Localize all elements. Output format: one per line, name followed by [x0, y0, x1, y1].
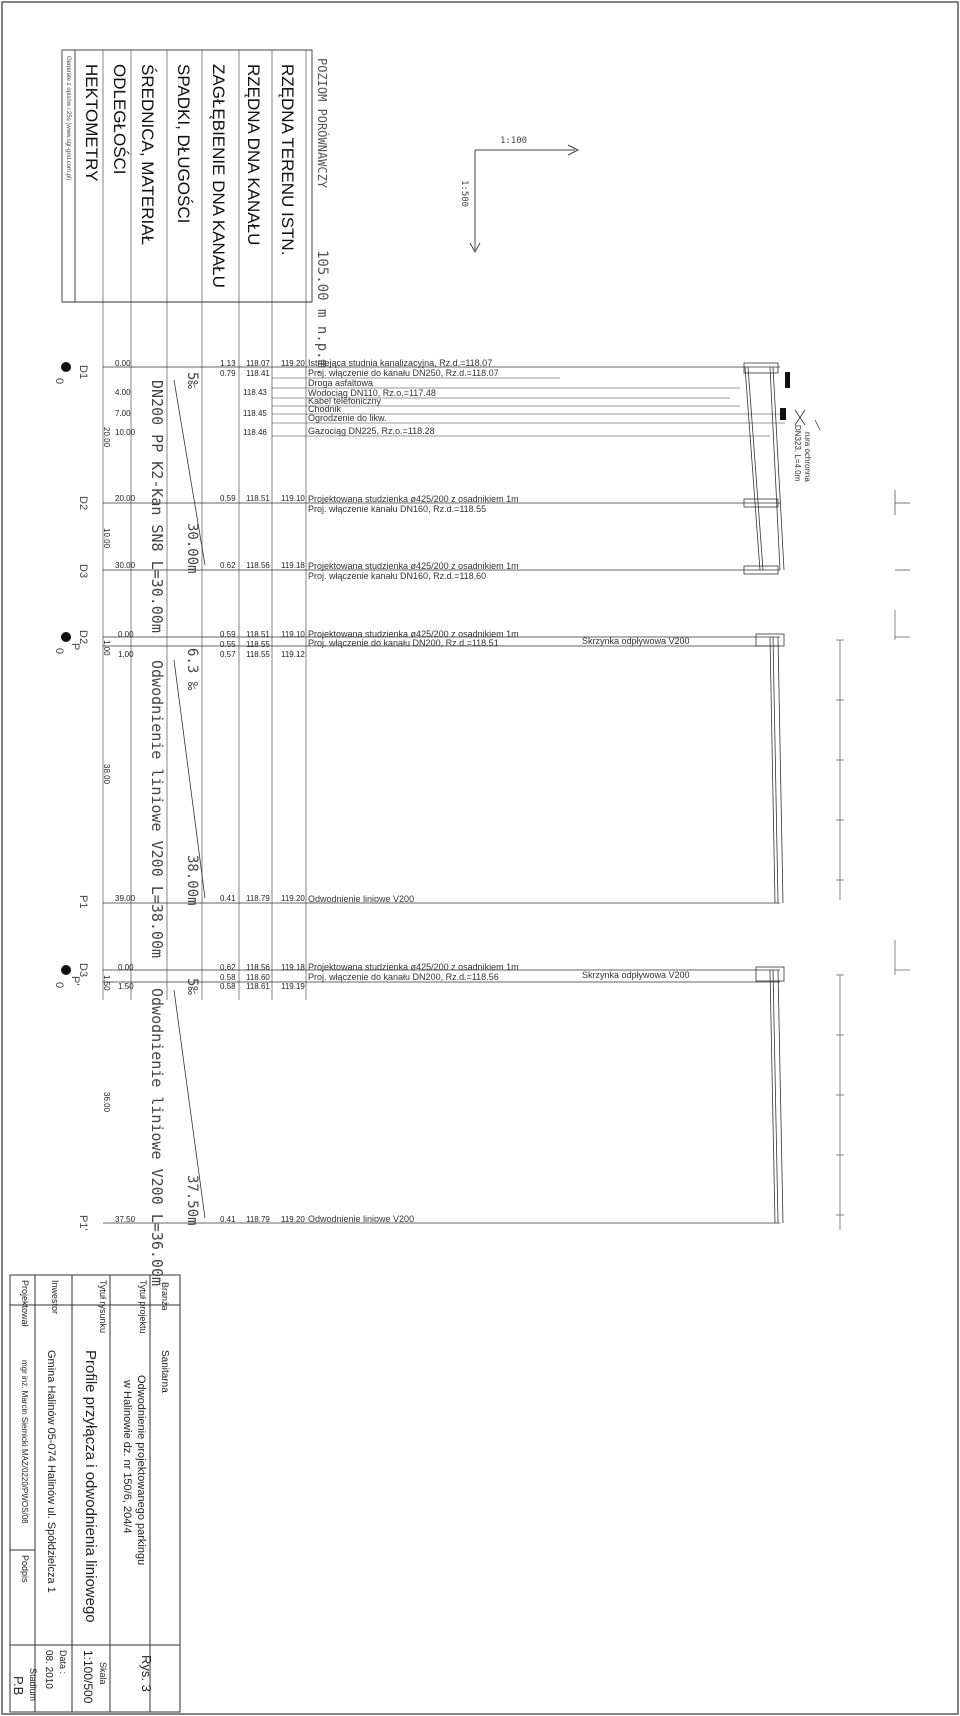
p1-terrain-0: 119.20	[281, 359, 305, 368]
p2-node-marker	[61, 632, 71, 642]
p1-node-d2: D2	[77, 496, 89, 511]
p3-node-p: P'	[69, 976, 81, 986]
tb-stadium: P.B	[11, 1676, 26, 1696]
p1-bottom-2: 118.43	[243, 388, 267, 397]
rura-label: rura ochronna	[803, 432, 812, 482]
p3-pipe: Odwodnienie liniowe V200 L=36.00m	[148, 988, 166, 1287]
p2-note-1: Proj. włączenie do kanału DN200, Rz.d.=118.51	[308, 638, 499, 648]
p1-note-5: Chodnik	[308, 404, 342, 414]
p3-depth-3: 0.41	[220, 1215, 236, 1224]
tb-inwestor: Gmina Halinów 05-074 Halinów ul. Spółdzielcza 1	[45, 1350, 57, 1593]
p1-depth-2: 0.59	[220, 494, 236, 503]
p2-node-d2: D2	[77, 630, 89, 645]
p1-note-8: Projektowana studzienka ø425/200 z osadnikiem 1m	[308, 494, 519, 504]
p1-note-10: Projektowana studzienka ø425/200 z osadnikiem 1m	[308, 561, 519, 571]
p3-depth-0: 0.62	[220, 963, 236, 972]
label-generated: Generate z opisów / 25s (www.sgr-grid.com.pl)	[65, 56, 71, 181]
p3-node-p1: P1'	[77, 1215, 89, 1231]
p1-bottom-6: 118.56	[246, 561, 270, 570]
p1-note-11: Proj. włączenie kanału DN160, Rz.d.=118.60	[308, 571, 487, 581]
label-zaglebienie: ZAGŁĘBIENIE DNA KANAŁU	[209, 64, 228, 288]
p1-bottom-0: 118.07	[246, 359, 270, 368]
p2-bottom-0: 118.51	[246, 630, 270, 639]
p2-depth-2: 0.57	[220, 650, 236, 659]
tb-data: 08. 2010	[43, 1650, 54, 1689]
label-srednica: ŚREDNICA, MATERIAŁ	[138, 64, 157, 246]
p3-node-marker	[61, 965, 71, 975]
p3-note-0: Projektowana studzienka ø425/200 z osadnikiem 1m	[308, 962, 519, 972]
tb-skala: 1:100/500	[81, 1650, 95, 1704]
p1-dist-5: 30.00	[115, 561, 136, 570]
p1-depth-0: 1.13	[220, 359, 236, 368]
scale-horizontal: 1:100	[500, 136, 528, 146]
p3-dist-2: 1.50	[118, 982, 134, 991]
p1-note-1: Proj. włączenie do kanału DN250, Rz.d.=118.07	[308, 368, 499, 378]
p1-terrain-1: 119.10	[281, 494, 305, 503]
tb-tytul-rysunku-label: Tytuł rysunku	[98, 1280, 108, 1334]
p2-depth-1: 0.55	[220, 640, 236, 649]
p1-partial-0: 20.00	[102, 427, 111, 448]
p2-dist-3: 39.00	[115, 894, 136, 903]
p2-partial: 38.00	[102, 764, 111, 785]
tb-projektowal: mgr inż. Marcin Siemicki MAZ/0220/PWOS/08	[20, 1360, 29, 1524]
rura-size: DN323, L=4.0m	[793, 425, 802, 482]
p2-depth-3: 0.41	[220, 894, 236, 903]
p2-bottom-2: 118.55	[246, 650, 270, 659]
p3-depth-2: 0.58	[220, 982, 236, 991]
p1-bottom-5: 118.51	[246, 494, 270, 503]
p3-dist-1: 1.50	[102, 975, 111, 991]
p3-length: 37.50m	[184, 1175, 200, 1226]
p2-pipe: Odwodnienie liniowe V200 L=38.00m	[148, 660, 166, 959]
tb-branza: Sanitarna	[159, 1350, 170, 1393]
label-odleglosci: ODLEGŁOŚCI	[110, 64, 129, 175]
p2-note-2: Odwodnienie liniowe V200	[308, 894, 415, 904]
p1-bottom-3: 118.45	[243, 409, 267, 418]
tb-tytul-projektu-label: Tytuł projektu	[138, 1280, 148, 1334]
p2-bottom-3: 118.79	[246, 894, 270, 903]
label-rzedna-dna: RZĘDNA DNA KANAŁU	[244, 64, 263, 246]
p3-node-d3: D3	[77, 963, 89, 978]
p2-dist-2: 1.00	[118, 650, 134, 659]
p3-bottom-0: 118.56	[246, 963, 270, 972]
p1-node-marker	[61, 362, 71, 372]
p1-note-2: Droga asfaltowa	[308, 378, 374, 388]
p3-slope: 5‰	[184, 978, 200, 995]
p2-node-p1: P1	[77, 895, 89, 909]
scale-vertical: 1:500	[459, 180, 469, 208]
p1-dist-2: 7.00	[115, 409, 131, 418]
p2-slope: 6.3 ‰	[184, 648, 200, 691]
p1-slope: 5‰	[184, 372, 200, 389]
p2-dist-0: 0.00	[118, 630, 134, 639]
label-spadki: SPADKI, DŁUGOŚCI	[174, 64, 193, 224]
p2-box: Skrzynka odpływowa V200	[582, 636, 690, 646]
p1-note-0: Istniejąca studnia kanalizacyjna, Rz.d.=118.07	[308, 358, 493, 368]
p3-depth-1: 0.58	[220, 973, 236, 982]
p1-note-9: Proj. włączenie kanału DN160, Rz.d.=118.55	[308, 504, 487, 514]
p2-depth-0: 0.59	[220, 630, 236, 639]
p3-terrain-2: 119.20	[281, 1215, 305, 1224]
p3-note-1: Proj. włączenie do kanału DN200, Rz.d.=118.56	[308, 972, 499, 982]
p1-pipe: DN200 PP K2-Kan SN8 L=30.00m	[148, 380, 166, 633]
p3-terrain-1: 119.19	[281, 982, 305, 991]
p1-depth-3: 0.62	[220, 561, 236, 570]
p1-note-6: Ogrodzenie do likw.	[308, 413, 387, 423]
p3-bottom-1: 118.60	[246, 973, 270, 982]
p1-node-d1: D1	[77, 365, 89, 380]
p3-dist-0: 0.00	[118, 963, 134, 972]
label-rzedna-terenu: RZĘDNA TERENU ISTN.	[278, 64, 297, 256]
p1-bottom-1: 118.41	[246, 369, 270, 378]
tb-stadium-label: Stadium	[28, 1668, 38, 1702]
p2-dist-1: 1.00	[102, 640, 111, 656]
tb-tytul-projektu-2: w Halinowie dz. nr 150/6, 204/4	[121, 1380, 133, 1534]
p1-dist-1: 4.00	[115, 388, 131, 397]
tb-podpis-label: Podpis	[20, 1555, 30, 1583]
tb-rys: Rys. 3	[139, 1655, 154, 1692]
p1-dist-0: 0.00	[115, 359, 131, 368]
tb-tytul-projektu-1: Odwodnienie projektowanego parkingu	[135, 1375, 147, 1566]
p1-terrain-2: 119.18	[281, 561, 305, 570]
p2-length: 38.00m	[184, 855, 200, 906]
p3-bottom-3: 118.79	[246, 1215, 270, 1224]
label-poziom: POZIOM PORÓWNAWCZY	[315, 58, 329, 189]
p3-terrain-0: 119.18	[281, 963, 305, 972]
tb-inwestor-label: Inwestor	[50, 1280, 60, 1315]
p1-bottom-4: 118.46	[243, 428, 267, 437]
p1-dist-4: 20.00	[115, 494, 136, 503]
p3-dist-3: 37.50	[115, 1215, 136, 1224]
p1-partial-1: 10.00	[102, 528, 111, 549]
p1-node-d3: D3	[77, 564, 89, 579]
label-hektometry: HEKTOMETRY	[82, 64, 101, 182]
p3-node-zero: 0	[53, 982, 65, 989]
p1-note-4: Kabel telefoniczny	[308, 396, 382, 406]
p1-note-7: Gazociąg DN225, Rz.o.=118.28	[308, 426, 435, 436]
p2-node-p: P	[69, 643, 81, 651]
label-poziom-value: 105.00 m n.p.m.	[314, 250, 330, 377]
tb-branza-label: Branża	[160, 1282, 170, 1311]
p3-note-2: Odwodnienie liniowe V200	[308, 1214, 415, 1224]
p2-node-zero: 0	[53, 648, 65, 655]
p2-terrain-1: 119.12	[281, 650, 305, 659]
p2-terrain-2: 119.20	[281, 894, 305, 903]
p2-terrain-0: 119.10	[281, 630, 305, 639]
tb-data-label: Data :	[58, 1650, 68, 1675]
tb-projektowal-label: Projektował	[20, 1280, 30, 1327]
p2-bottom-1: 118.55	[246, 640, 270, 649]
tb-tytul-rysunku: Profile przyłącza i odwodnienia liniowego	[82, 1350, 99, 1623]
p3-box: Skrzynka odpływowa V200	[582, 970, 690, 980]
p3-partial: 36.00	[102, 1092, 111, 1113]
p3-bottom-2: 118.61	[246, 982, 270, 991]
p1-node-zero: 0	[53, 378, 65, 385]
p1-note-3: Wodociąg DN110, Rz.o.=117.48	[308, 388, 436, 398]
p2-note-0: Projektowana studzienka ø425/200 z osadnikiem 1m	[308, 629, 519, 639]
tb-skala-label: Skala	[98, 1662, 108, 1685]
p1-depth-1: 0.79	[220, 369, 236, 378]
p1-dist-3: 10.00	[115, 428, 136, 437]
p1-length: 30.00m	[184, 523, 200, 574]
